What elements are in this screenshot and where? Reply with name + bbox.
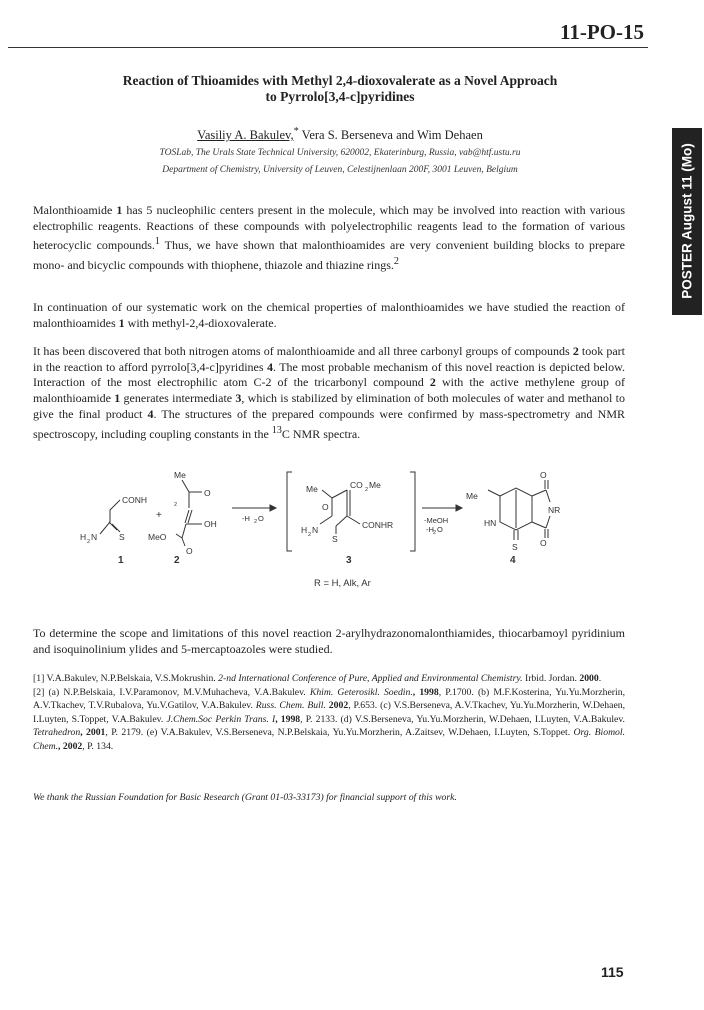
svg-text:O: O <box>322 502 329 512</box>
plus-sign: + <box>156 510 162 521</box>
svg-text:N: N <box>312 525 319 535</box>
paragraph-scope: To determine the scope and limitations of this novel reaction 2-arylhydrazonomalonthiamides, thiocarbamoyl pyridinium and isoquinolinium ylides and 5-mercaptoazoles were studied. <box>33 626 625 656</box>
author-list <box>0 126 680 143</box>
svg-text:2: 2 <box>254 519 258 525</box>
svg-text:MeO: MeO <box>148 532 167 542</box>
svg-text:CONH: CONH <box>122 495 148 505</box>
compound-label-3: 3 <box>346 555 352 566</box>
svg-text:NR: NR <box>548 505 561 515</box>
title-line-1: Reaction of Thioamides with Methyl 2,4-dioxovalerate as a Novel Approach <box>122 73 558 88</box>
compound-label-1: 1 <box>118 555 124 566</box>
reference-1: [1] V.A.Bakulev, N.P.Belskaia, V.S.Mokrushin. 2-nd International Conference of Pure, Applied and Environmental Chemistry. Irbid. Jordan. 2000. <box>33 673 602 684</box>
reaction-scheme <box>70 468 570 593</box>
poster-side-tab-label: POSTER August 11 (Mo) <box>679 143 695 299</box>
svg-text:2: 2 <box>174 502 178 508</box>
svg-text:O: O <box>437 525 443 534</box>
page-number: 115 <box>601 964 624 980</box>
svg-text:O: O <box>186 546 193 556</box>
paragraph-continuation: In continuation of our systematic work on the chemical properties of malonthioamides we have studied the reaction of malonthioamides 1 with methyl-2,4-dioxovalerate. <box>33 300 625 330</box>
paragraph-intro: Malonthioamide 1 has 5 nucleophilic centers present in the molecule, which may be involved into reaction with various electrophilic reagents. Reactions of these compounds with polyelectrophilic reagents lead to the formation of various heterocyclic compounds.$^1$ Thus, we have shown that malonthioamides are very convenient building blocks to prepare mono- and bicyclic compounds with thiophene, thiazole and thiazine rings.$^2$ <box>33 203 625 273</box>
svg-text:H: H <box>301 525 308 535</box>
arrow-2-label-top: -MeOH <box>424 516 449 525</box>
svg-text:HN: HN <box>484 518 497 528</box>
arrow-1-label: -H <box>242 514 250 523</box>
corresponding-mark: * <box>293 126 299 137</box>
svg-text:S: S <box>119 532 125 542</box>
svg-text:CO: CO <box>350 480 363 490</box>
svg-text:OH: OH <box>204 519 217 529</box>
svg-text:CONHR: CONHR <box>362 520 394 530</box>
svg-text:S: S <box>512 542 518 552</box>
affiliation-2: Department of Chemistry, University of Leuven, Celestijnenlaan 200F, 3001 Leuven, Belgium <box>162 165 518 175</box>
svg-text:2: 2 <box>433 530 437 536</box>
header-rule <box>8 47 648 48</box>
svg-text:H: H <box>80 532 87 542</box>
presenting-author: Vasiliy A. Bakulev, <box>197 128 294 143</box>
compound-label-4: 4 <box>510 555 516 566</box>
svg-text:S: S <box>332 534 338 544</box>
paper-title <box>60 73 620 105</box>
product-4-structure <box>466 470 560 566</box>
svg-text:2: 2 <box>87 539 91 545</box>
svg-text:N: N <box>91 532 98 542</box>
svg-text:2: 2 <box>365 487 369 493</box>
affiliation-1: TOSLab, The Urals State Technical University, 620002, Ekaterinburg, Russia, vab@htf.ustu.ru <box>159 148 521 158</box>
svg-text:2: 2 <box>308 532 312 538</box>
r-group-definition: R = H, Alk, Ar <box>314 578 371 589</box>
compound-label-2: 2 <box>174 555 180 566</box>
intermediate-3-structure <box>287 472 415 566</box>
svg-text:Me: Me <box>466 491 478 501</box>
compound-1-structure <box>80 495 177 566</box>
svg-text:O: O <box>540 538 547 548</box>
svg-text:Me: Me <box>369 480 381 490</box>
references <box>33 672 625 753</box>
session-code: 11-PO-15 <box>560 20 644 44</box>
co-authors: Vera S. Berseneva and Wim Dehaen <box>298 128 483 143</box>
arrow-2-label-bottom: -H <box>426 525 434 534</box>
acknowledgement: We thank the Russian Foundation for Basic Research (Grant 01-03-33173) for financial support of this work. <box>33 792 457 803</box>
svg-text:Me: Me <box>174 470 186 480</box>
svg-text:Me: Me <box>306 484 318 494</box>
svg-text:O: O <box>540 470 547 480</box>
reference-2: [2] (a) N.P.Belskaia, I.V.Paramonov, M.V.Muhacheva, V.A.Bakulev. Khim. Geterosikl. Soedin., 1998, P.1700. (b) M.F.Kosterina, Yu.Yu.Morzherin, A.V.Tkachev, T.V.Rubalova, Yu.V.Gatilov, V.A.Bakulev. Russ. Chem. Bull. 2002, P.653. (c) V.S.Berseneva, A.V.Tkachev, Yu.Yu.Morzherin, W.Dehaen, I.Luyten, S.Toppet, V.A.Bakulev. J.Chem.Soc Perkin Trans. I, 1998, P. 2133. (d) V.S.Berseneva, Yu.Yu.Morzherin, W.Dehaen, I.Luyten, V.A.Bakulev. Tetrahedron, 2001, P. 2179. (e) V.A.Bakulev, V.S.Berseneva, N.P.Belskaia, Yu.Yu.Morzherin, A.Zaitsev, W.Dehaen, I.Luyten, S.Toppet. Org. Biomol. Chem., 2002, P. 134. <box>33 686 626 752</box>
paragraph-mechanism: It has been discovered that both nitrogen atoms of malonthioamide and all three carbonyl groups of compounds 2 took part in the reaction to afford pyrrolo[3,4-c]pyridines 4. The most probable mechanism of this novel reaction is depicted below. Interaction of the most electrophilic atom C-2 of the tricarbonyl compound 2 with the active methylene group of malonthioamide 1 generates intermediate 3, which is stabilized by elimination of both molecules of water and methanol to give the final product 4. The structures of the prepared compounds were confirmed by mass-spectrometry and NMR spectroscopy, including coupling constants in the $^{13}$C NMR spectra. <box>33 344 626 441</box>
svg-text:O: O <box>258 514 264 523</box>
svg-text:O: O <box>204 488 211 498</box>
title-line-2: to Pyrrolo[3,4-c]pyridines <box>265 89 415 104</box>
